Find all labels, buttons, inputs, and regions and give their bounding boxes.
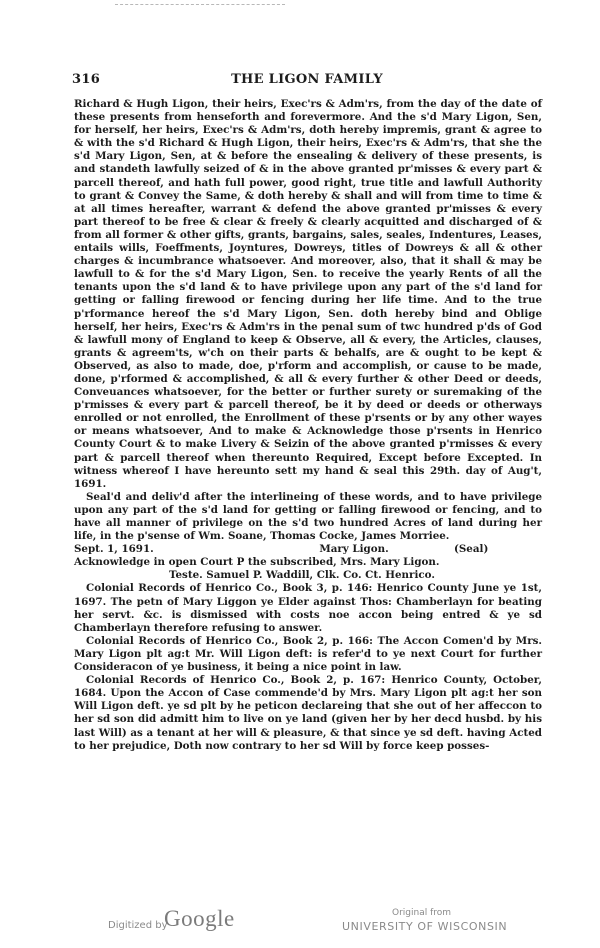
paragraph-deed: Richard & Hugh Ligon, their heirs, Exec'rs & Adm'rs, from the day of the date of these presents from henseforth and forevermore. And the s'd Mary Ligon, Sen, for herself, her heirs, Exec'rs & Adm'rs, doth hereby impremis, grant & agree to & with the s'd Richard & Hugh Ligon, their heirs, Exec'rs & Adm'rs, that she the s'd Mary Ligon, Sen, at & before the ensealing & delivery of these presents, is and standeth lawfully seized of & in the above granted pr'misses & every part & parcell thereof, and hath full power, good right, true title and lawfull Authority to grant & Convey the Same, & doth hereby & shall and will from time to time & at all times hereafter, warrant & defend the above granted pr'misses & every part thereof to be free & clear & freely & clearly acquitted and discharged of & from all former & other gifts, grants, bargains, sales, seales, Indentures, Leases, entails wills, Foeffments, Joyntures, Dowreys, titles of Dowreys & all & other charges & incumbrance whatsoever. And moreover, also, that it shall & may be lawfull to & for the s'd Mary Ligon, Sen. to receive the yearly Rents of all the tenants upon the s'd land & to have privilege upon any part of the s'd land for getting or falling firewood or fencing during her life time. And to the true p'rformance hereof the s'd Mary Ligon, Sen. doth hereby bind and Oblige herself, her heirs, Exec'rs & Adm'rs in the penal sum of twc hundred p'ds of God & lawfull mony of England to keep & Observe, all & every, the Articles, clauses, grants & agreem'ts, w'ch on their parts & behalfs, are & ought to be kept & Observed, as also to made, doe, p'rform and accomplish, or cause to be made, done, p'rformed & accomplished, & all & every further & other Deed or deeds, Conveuances whatsoever, for the better or further surety or suremaking of the p'rmisses & every part & parcell thereof, be it by deed or deeds or otherways enrolled or not enrolled, the Enrollment of these p'rsents or by any other wayes or means whatsoever, And to make & Acknowledge those p'rsents in Henrico County Court & to make Livery & Seizin of the above granted p'rmisses & every part & parcell thereof when thereunto Required, Except before Excepted. In witness whereof I have hereunto sett my hand & seal this 29th. day of Aug't, 1691.: [74, 98, 542, 490]
teste-line: Teste. Samuel P. Waddill, Clk. Co. Ct. Henrico.: [169, 569, 435, 582]
signature-name: Mary Ligon.: [319, 543, 389, 556]
paragraph-record-book2-167: Colonial Records of Henrico Co., Book 2, p. 167: Henrico County, October, 1684. Upon the Accon of Case commende'd by Mrs. Mary Ligon plt ag:t her son Will Ligon deft. ye sd plt by he peticon declareing that she out of her affeccon to her sd son did admitt him to live on ye land (given her by her decd husbd. by his last Will) as a tenant at her will & pleasure, & that since ye sd deft. having Acted to her prejudice, Doth now contrary to her sd Will by force keep posses-: [74, 674, 542, 752]
body-text: [74, 98, 542, 753]
paragraph-record-book2-166: Colonial Records of Henrico Co., Book 2, p. 166: The Accon Comen'd by Mrs. Mary Ligon plt ag:t Mr. Will Ligon deft: is refer'd to ye next Court for further Consideracon of ye business, it being a nice point in law.: [74, 634, 542, 674]
page-number: 316: [72, 72, 101, 87]
scan-footer: [0, 906, 600, 946]
paragraph-sealed: Seal'd and deliv'd after the interlineing of these words, and to have privilege upon any part of the s'd land for getting or falling firewood or fencing, and to have all manner of privilege on the s'd two hundred Acres of land during her life, in the p'sense of Wm. Soane, Thomas Cocke, James Morriee.: [74, 490, 542, 543]
signature-seal: (Seal): [454, 543, 489, 556]
scan-artifact: [115, 4, 285, 11]
paragraph-record-1697: Colonial Records of Henrico Co., Book 3, p. 146: Henrico County June ye 1st, 1697. The petn of Mary Liggon ye Elder against Thos: Chamberlayn for beating her servt. &c. is dismissed with costs noe accon being entred & ye sd Chamberlayn therefore refusing to answer.: [74, 582, 542, 634]
university-label: UNIVERSITY OF WISCONSIN: [342, 920, 508, 933]
digitized-by-label: Digitized by: [108, 920, 168, 931]
page-header: [72, 72, 542, 88]
signature-date: Sept. 1, 1691.: [74, 543, 154, 556]
running-head: THE LIGON FAMILY: [231, 72, 383, 87]
original-from-label: Original from: [392, 908, 452, 918]
acknowledgement: Acknowledge in open Court P the subscribed, Mrs. Mary Ligon.: [74, 556, 440, 569]
signature-line: [74, 543, 542, 556]
google-logo: Google: [164, 906, 235, 931]
